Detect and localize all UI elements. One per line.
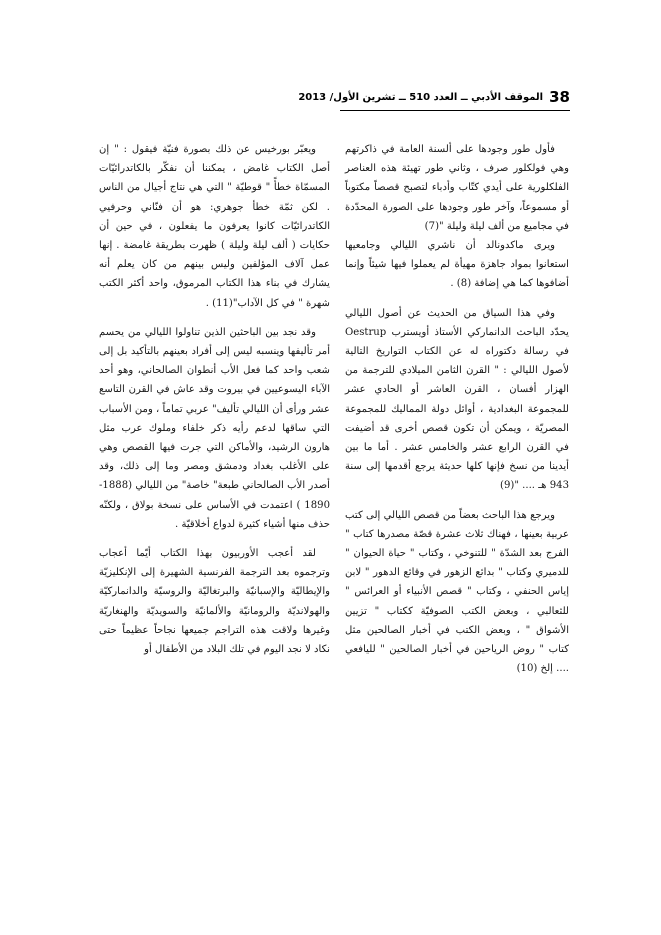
page-number: 38 xyxy=(549,88,570,106)
paragraph: وفي هذا السياق من الحديث عن أصول الليالي يحدّد الباحث الدانماركي الأستاذ أويسترب Oestrup في رسالة دكتوراه له عن الكتاب التواريخ التالية لأصول الليالي : " القرن الثامن الميلادي للترجمة من الهزار أفسان ، القرن العاشر أو الحادي عشر للمجموعة البغدادية ، أوائل دولة المماليك للمجموعة المصريّة ، ويمكن أن تكون قصص أخرى قد أضيفت في القرن الرابع عشر والخامس عشر . أما ما بين أيدينا من نسخ فإنها كلها حديثة يرجع أقدمها إلى سنة 943 هـ .... "(9) xyxy=(345,307,569,492)
paragraph: ويرى ماكدونالد أن ناشري الليالي وجامعيها استعانوا بمواد جاهزة مهيأة لم يعملوا فيها شيئاً وإنما أضافوها كما هي إضافة (8) . xyxy=(345,240,569,290)
right-column xyxy=(345,140,569,678)
paragraph: فأول طور وجودها على ألسنة العامة في ذاكرتهم وهي فولكلور صرف ، وثاني طور تهيئة هذه العناصر الفلكلورية على أيدي كتّاب وأدباء لتصبح قصصاً مكتوباً أو مسموعاً، وآخر طور وجودها على الصورة المحدّدة في مجاميع من ألف ليلة وليلة "(7) xyxy=(345,144,569,232)
paragraph: ويرجع هذا الباحث بعضاً من قصص الليالي إلى كتب عربية بعينها ، فهناك ثلاث عشرة قصّة مصدرها كتاب " الفرج بعد الشدّة " للتنوخي ، وكتاب " حياة الحيوان " للدميري وكتاب " بدائع الزهور في وقائع الدهور " لابن إياس الحنفي ، وكتاب " قصص الأنبياء أو العرائس " للثعالبي ، وبعض الكتب الصوفيّة ككتاب " تزيين الأشواق " ، وبعض الكتب في أخبار الصالحين مثل كتاب " روض الرياحين في أخبار الصالحين " لليافعي .... إلخ (10) xyxy=(345,509,569,675)
header-divider xyxy=(340,110,570,111)
running-title: الموقف الأدبي ــ العدد 510 ــ تشرين الأول/ 2013 xyxy=(298,91,544,103)
paragraph: وقد نجد بين الباحثين الذين تناولوا الليالي من يحسم أمر تأليفها وينسبه ليس إلى أفراد بعينهم بالتأكيد بل إلى شعب واحد كما فعل الأب أنطوان الصالحاني، وهو أحد الآباء اليسوعيين في بيروت وقد عاش في القرن التاسع عشر ورأى أن الليالي تأليف" عربي تماماً ، ومن الأسباب التي ساقها لدعم رأيه ذكر خلفاء وملوك عرب مثل هارون الرشيد، والأماكن التي جرت فيها القصص وهي على الأغلب بغداد ودمشق ومصر وما إلى ذلك، وقد أصدر الأب الصالحاني طبعة" خاصة" من الليالي (1888- 1890 ) اعتمدت في الأساس على نسخة بولاق ، ولكنّه حذف منها أشياء كثيرة لدواع أخلاقيّة . xyxy=(99,326,330,530)
left-column xyxy=(99,140,330,659)
paragraph: لقد أعجب الأوربيون بهذا الكتاب أيّما أعجاب وترجموه بعد الترجمة الفرنسية الشهيرة إلى الإنكليزيّة والإيطاليّة والإسبانيّة والبرتغاليّة والروسيّة والدانماركيّة والهولانديّة والرومانيّة والألمانيّة والسويديّة والهنغاريّة وغيرها ولاقت هذه التراجم جميعها نجاحاً عظيماً حتى نكاد لا نجد اليوم في تلك البلاد من الأطفال أو xyxy=(99,548,330,656)
paragraph: ويعبّر بورخيس عن ذلك بصورة فنيّة فيقول : " إن أصل الكتاب غامض ، يمكننا أن نفكّر بالكاتدرائيّات المسمّاة خطأً " قوطيّة " التي هي نتاج أجيال من الناس . لكن ثمّة خطأ جوهري: هو أن فنّاني وحرفيي الكاتدرائيّات كانوا يعرفون ما يفعلون ، في حين أن حكايات ( ألف ليلة وليلة ) ظهرت بطريقة غامضة . إنها عمل آلاف المؤلفين وليس بينهم من كان يعلم أنه يشارك في بناء هذا الكتاب المرموق، واحد أكثر الكتب شهرة " في كل الآداب"(11) . xyxy=(99,144,330,309)
running-header xyxy=(298,86,570,108)
